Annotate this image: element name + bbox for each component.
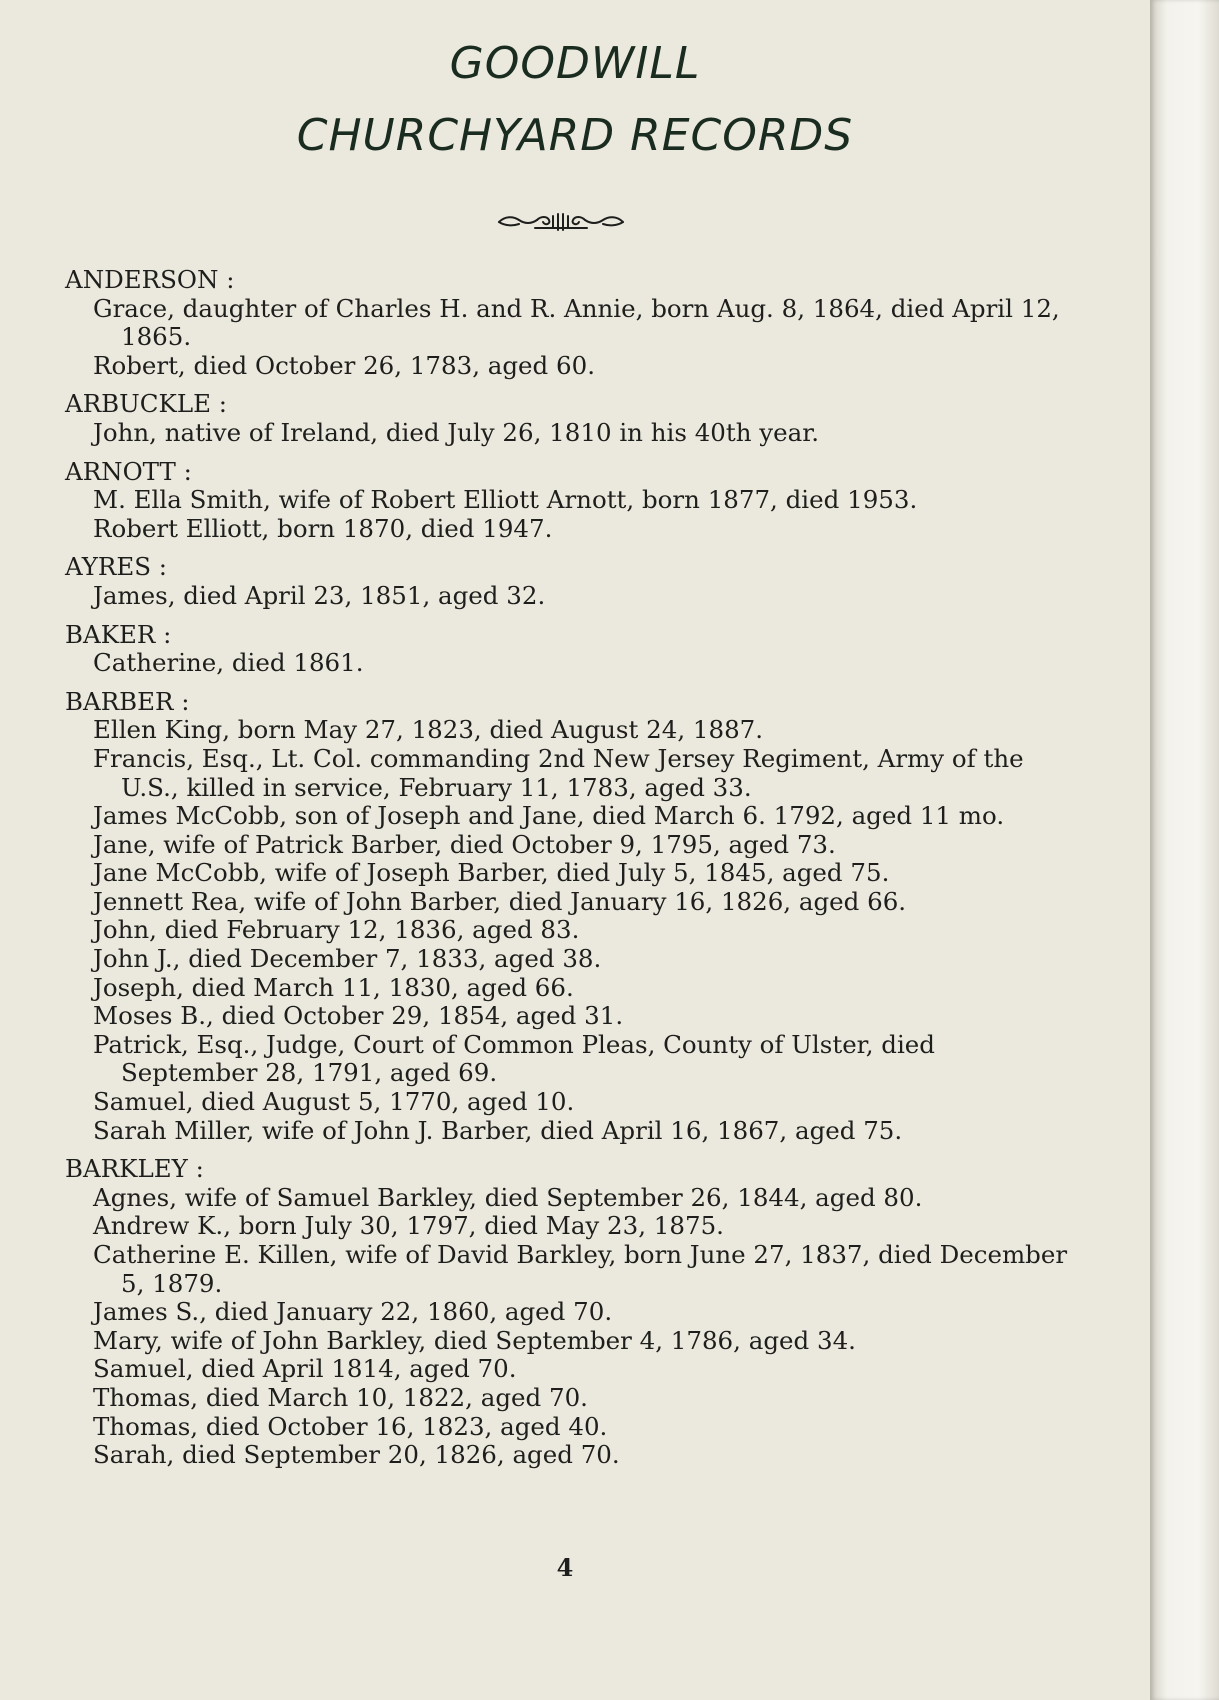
burial-entry: Robert Elliott, born 1870, died 1947. [93, 513, 553, 543]
burial-entry: Agnes, wife of Samuel Barkley, died September 26, 1844, aged 80. [93, 1182, 923, 1212]
burial-entry: Thomas, died October 16, 1823, aged 40. [93, 1411, 608, 1441]
burial-entry: James McCobb, son of Joseph and Jane, died March 6. 1792, aged 11 mo. [93, 801, 1005, 831]
burial-entry: Thomas, died March 10, 1822, aged 70. [93, 1382, 588, 1412]
family-record-block [65, 688, 1075, 1146]
burial-entry: Robert, died October 26, 1783, aged 60. [93, 350, 595, 380]
family-record-block [65, 1155, 1075, 1470]
burial-entry: Jane McCobb, wife of Joseph Barber, died July 5, 1845, aged 75. [93, 858, 890, 888]
scroll-ornament-icon [495, 210, 627, 234]
burial-entry: Sarah Miller, wife of John J. Barber, died April 16, 1867, aged 75. [93, 1115, 903, 1145]
burial-entry: Patrick, Esq., Judge, Court of Common Pleas, County of Ulster, died September 28, 1791, aged 69. [93, 1029, 935, 1088]
surname-heading: BARKLEY : [65, 1154, 204, 1184]
surname-heading: AYRES : [65, 552, 168, 582]
burial-entry: James, died April 23, 1851, aged 32. [93, 580, 546, 610]
family-record-block [65, 390, 1075, 447]
burial-entry: Sarah, died September 20, 1826, aged 70. [93, 1440, 620, 1470]
surname-heading: BARBER : [65, 686, 190, 716]
burial-entry: John J., died December 7, 1833, aged 38. [93, 944, 602, 974]
records-list [65, 266, 1075, 1480]
burial-entry: Francis, Esq., Lt. Col. commanding 2nd New Jersey Regiment, Army of the U.S., killed in service, February 11, 1783, aged 33. [93, 743, 1024, 802]
family-record-block [65, 621, 1075, 678]
burial-entry: Catherine, died 1861. [93, 648, 364, 678]
burial-entry: John, died February 12, 1836, aged 83. [93, 915, 580, 945]
burial-entry: Jennett Rea, wife of John Barber, died January 16, 1826, aged 66. [93, 886, 907, 916]
burial-entry: Catherine E. Killen, wife of David Barkley, born June 27, 1837, died December 5, 1879. [93, 1240, 1068, 1298]
surname-heading: ANDERSON : [65, 265, 235, 294]
burial-entry: Moses B., died October 29, 1854, aged 31. [93, 1001, 624, 1031]
burial-entry: Grace, daughter of Charles H. and R. Annie, born Aug. 8, 1864, died April 12, 1865. [93, 293, 1060, 352]
family-record-block [65, 553, 1075, 610]
book-spine-gutter [1150, 0, 1219, 1700]
burial-entry: Joseph, died March 11, 1830, aged 66. [93, 972, 574, 1002]
burial-entry: James S., died January 22, 1860, aged 70. [93, 1297, 613, 1327]
burial-entry: Samuel, died April 1814, aged 70. [93, 1354, 517, 1384]
burial-entry: John, native of Ireland, died July 26, 1810 in his 40th year. [93, 417, 820, 447]
page-number: 4 [556, 1553, 574, 1582]
burial-entry: Jane, wife of Patrick Barber, died October 9, 1795, aged 73. [93, 829, 836, 859]
family-record-block [65, 458, 1075, 544]
burial-entry: Mary, wife of John Barkley, died September 4, 1786, aged 34. [93, 1325, 856, 1355]
page-title-line-2: CHURCHYARD RECORDS [296, 110, 854, 161]
burial-entry: Ellen King, born May 27, 1823, died August 24, 1887. [93, 715, 764, 745]
family-record-block [65, 266, 1075, 380]
surname-heading: ARBUCKLE : [65, 389, 228, 419]
surname-heading: ARNOTT : [65, 456, 192, 486]
burial-entry: Andrew K., born July 30, 1797, died May 23, 1875. [93, 1211, 724, 1241]
burial-entry: M. Ella Smith, wife of Robert Elliott Arnott, born 1877, died 1953. [93, 485, 918, 515]
surname-heading: BAKER : [65, 619, 172, 649]
page-title-line-1: GOODWILL [449, 38, 701, 89]
burial-entry: Samuel, died August 5, 1770, aged 10. [93, 1087, 575, 1117]
